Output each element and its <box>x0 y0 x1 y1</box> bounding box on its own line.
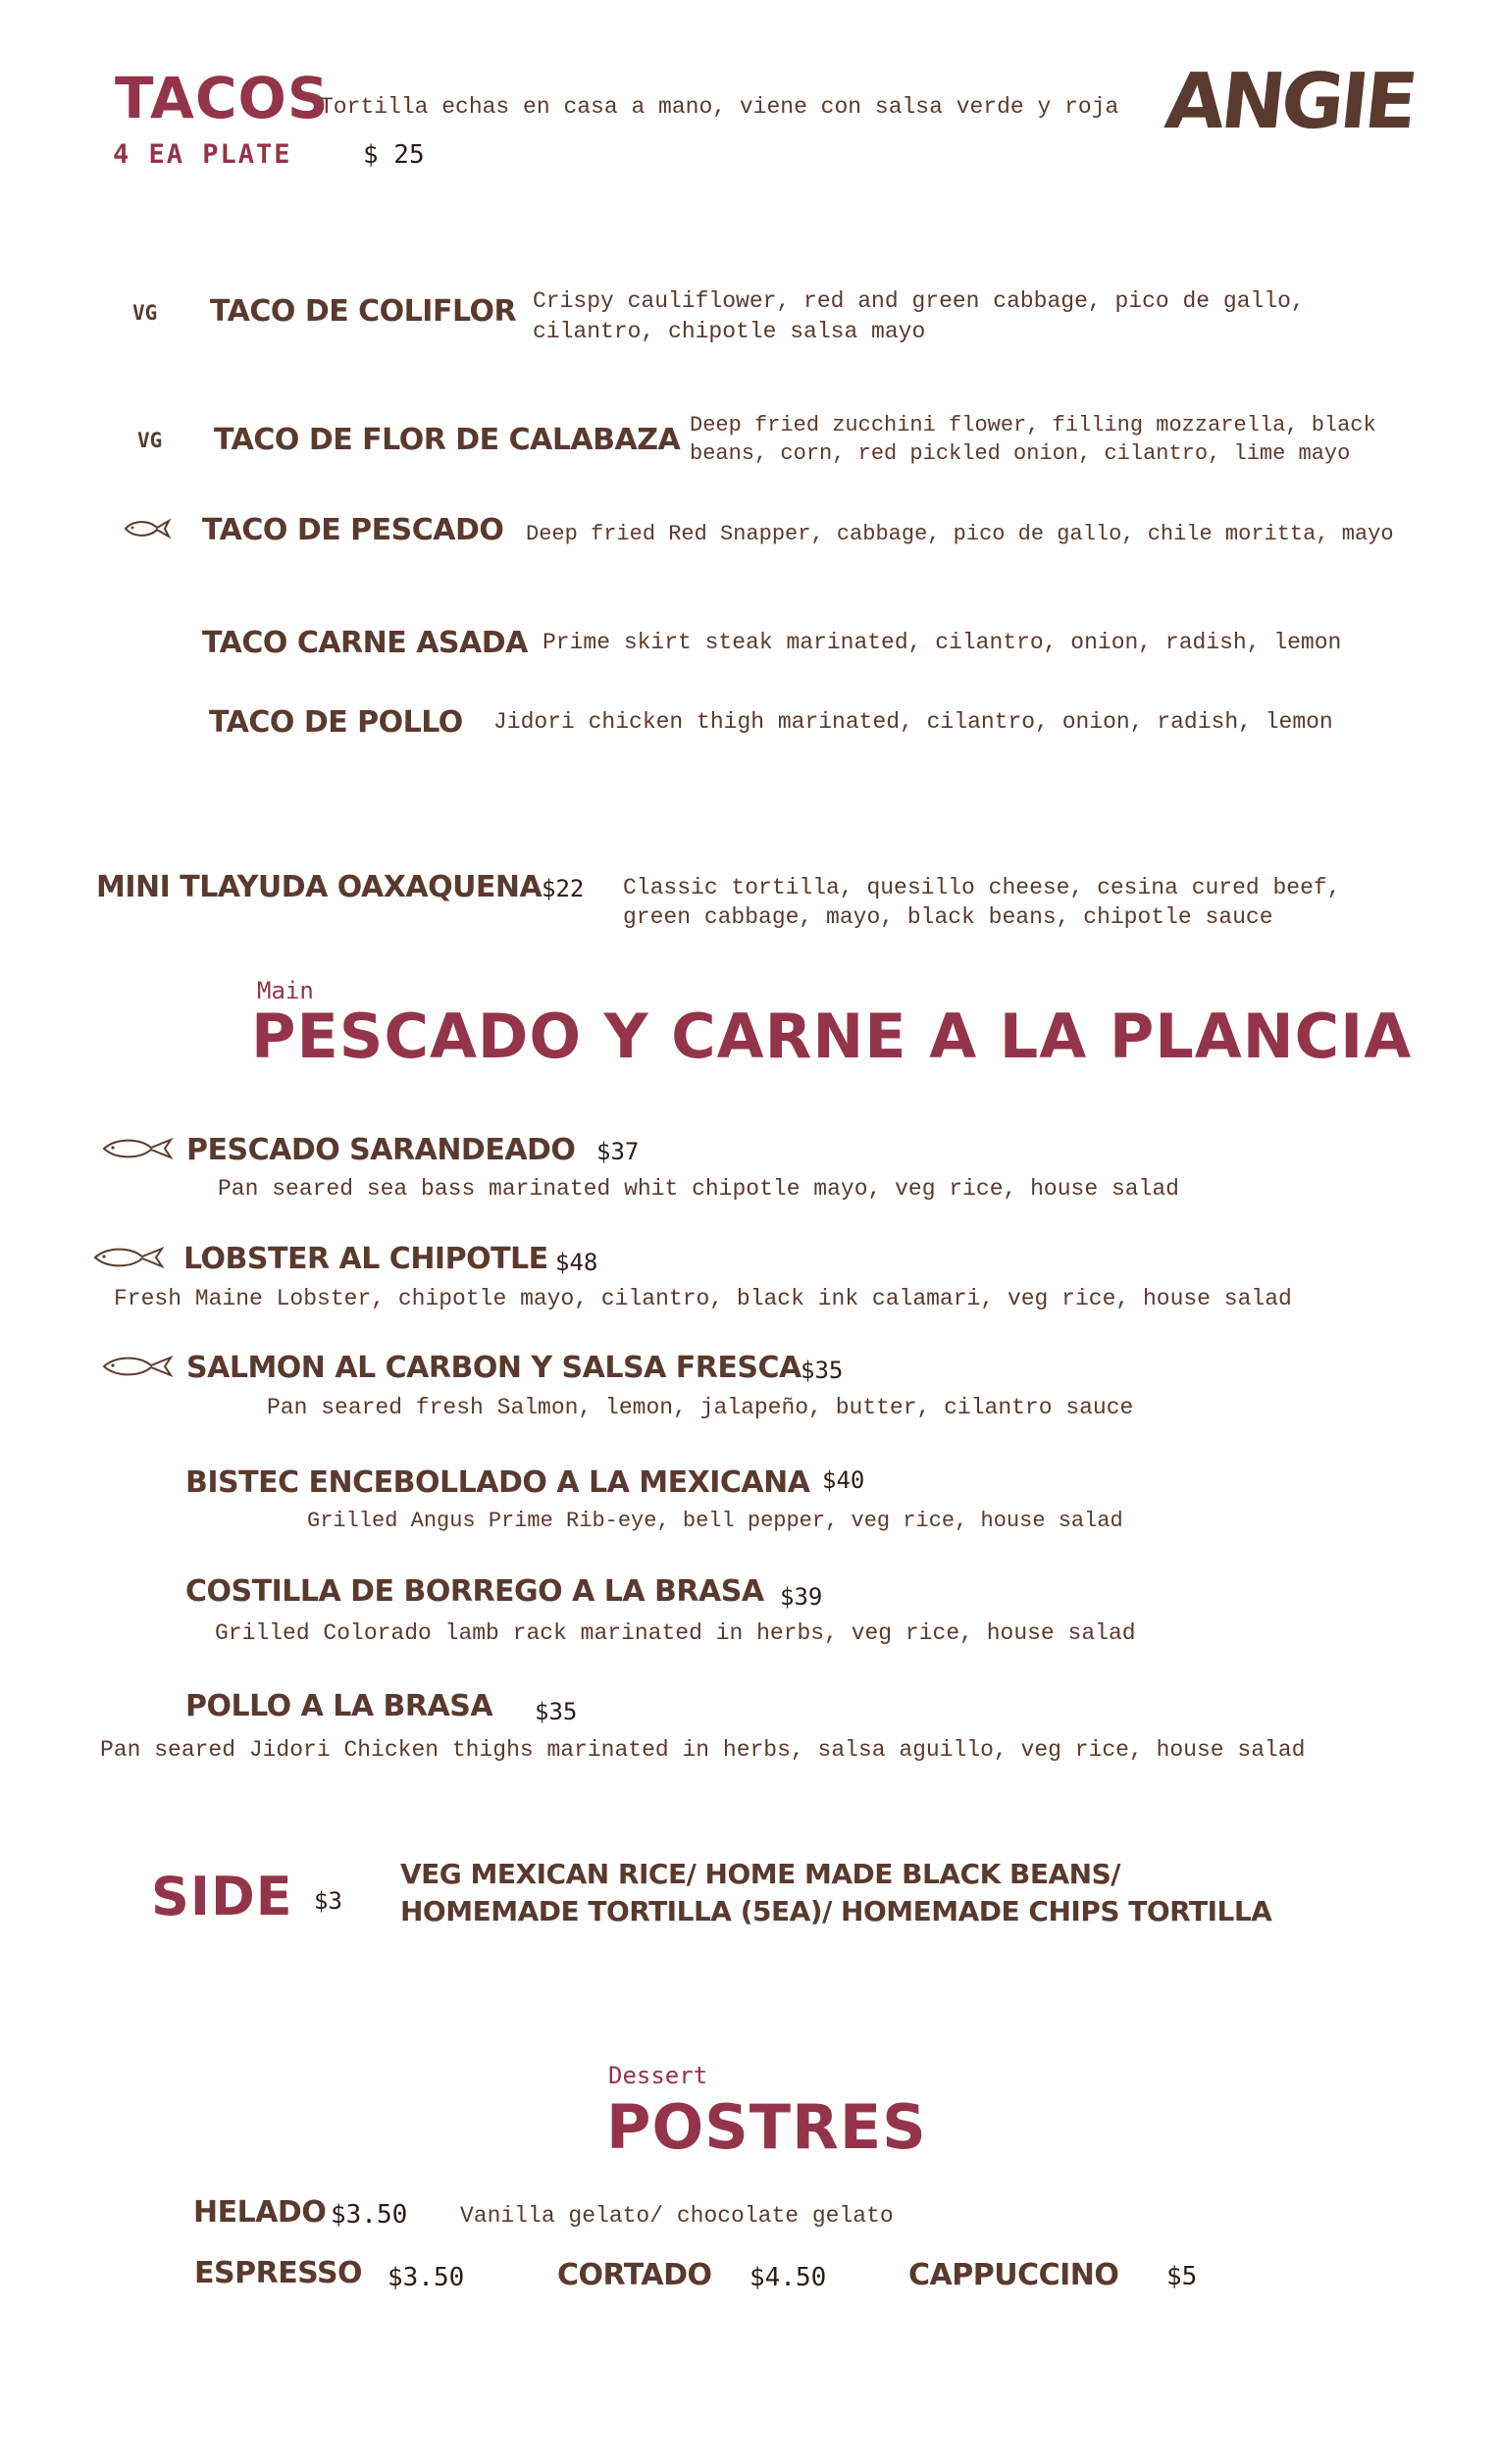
pollo-a-la-brasa-price: $35 <box>535 1698 578 1725</box>
taco-pescado-desc: Deep fried Red Snapper, cabbage, pico de gallo, chile moritta, mayo <box>526 522 1394 546</box>
tlayuda-name: MINI TLAYUDA OAXAQUENA <box>96 870 543 904</box>
lobster-al-chipotle-price: $48 <box>555 1249 598 1276</box>
lobster-al-chipotle-desc: Fresh Maine Lobster, chipotle mayo, cilantro, black ink calamari, veg rice, house salad <box>114 1286 1292 1311</box>
helado-price: $3.50 <box>331 2200 408 2230</box>
bistec-encebollado-price: $40 <box>822 1466 865 1494</box>
taco-pollo-desc: Jidori chicken thigh marinated, cilantro, onion, radish, lemon <box>493 709 1333 735</box>
espresso-name: ESPRESSO <box>194 2256 363 2290</box>
pescado-sarandeado-name: PESCADO SARANDEADO <box>186 1133 576 1167</box>
helado-desc: Vanilla gelato/ chocolate gelato <box>460 2203 894 2229</box>
costilla-de-borrego-desc: Grilled Colorado lamb rack marinated in herbs, veg rice, house salad <box>215 1620 1136 1646</box>
tacos-title: TACOS <box>115 65 330 131</box>
plate-label: 4 EA PLATE <box>113 139 292 170</box>
fish-icon <box>102 1354 173 1379</box>
taco-pollo-name: TACO DE POLLO <box>209 705 463 740</box>
pescado-sarandeado-desc: Pan seared sea bass marinated whit chipotle mayo, veg rice, house salad <box>218 1176 1179 1202</box>
fish-icon <box>124 518 171 539</box>
main-title: PESCADO Y CARNE A LA PLANCIA <box>251 1001 1413 1072</box>
costilla-de-borrego-name: COSTILLA DE BORREGO A LA BRASA <box>185 1574 764 1609</box>
angie-logo <box>1161 51 1419 149</box>
pollo-a-la-brasa-name: POLLO A LA BRASA <box>185 1689 493 1723</box>
side-title: SIDE <box>151 1866 293 1927</box>
side-list-line-1: VEG MEXICAN RICE/ HOME MADE BLACK BEANS/ <box>400 1858 1120 1890</box>
vegan-badge: VG <box>132 301 158 325</box>
taco-carne-asada-name: TACO CARNE ASADA <box>202 626 528 660</box>
main-kicker: Main <box>257 977 314 1004</box>
taco-flor-de-calabaza-name: TACO DE FLOR DE CALABAZA <box>214 423 681 457</box>
taco-pescado-name: TACO DE PESCADO <box>202 513 504 547</box>
taco-coliflor-desc: Crispy cauliflower, red and green cabbage, pico de gallo, cilantro, chipotle salsa mayo <box>533 288 1305 344</box>
cortado-name: CORTADO <box>557 2258 712 2292</box>
taco-carne-asada-desc: Prime skirt steak marinated, cilantro, onion, radish, lemon <box>543 630 1342 655</box>
tlayuda-desc: Classic tortilla, quesillo cheese, cesina cured beef, green cabbage, mayo, black beans, chipotle sauce <box>623 875 1341 930</box>
side-price: $3 <box>314 1887 342 1915</box>
svg-text:ANGIE: ANGIE <box>1161 57 1419 146</box>
side-list-line-2: HOMEMADE TORTILLA (5EA)/ HOMEMADE CHIPS TORTILLA <box>400 1895 1272 1927</box>
salmon-al-carbon-desc: Pan seared fresh Salmon, lemon, jalapeño, butter, cilantro sauce <box>267 1395 1134 1420</box>
bistec-encebollado-name: BISTEC ENCEBOLLADO A LA MEXICANA <box>185 1465 810 1500</box>
tacos-subtitle: Tortilla echas en casa a mano, viene con salsa verde y roja <box>320 94 1119 120</box>
pollo-a-la-brasa-desc: Pan seared Jidori Chicken thighs marinated in herbs, salsa aguillo, veg rice, house salad <box>100 1737 1306 1763</box>
taco-coliflor-name: TACO DE COLIFLOR <box>210 294 517 329</box>
tlayuda-price: $22 <box>542 875 585 902</box>
costilla-de-borrego-price: $39 <box>780 1583 823 1611</box>
cappuccino-price: $5 <box>1166 2262 1198 2291</box>
espresso-price: $3.50 <box>388 2263 465 2292</box>
dessert-title: POSTRES <box>606 2091 927 2163</box>
cappuccino-name: CAPPUCCINO <box>908 2258 1119 2292</box>
plate-price: $ 25 <box>363 140 425 170</box>
bistec-encebollado-desc: Grilled Angus Prime Rib-eye, bell pepper, veg rice, house salad <box>307 1509 1123 1533</box>
cortado-price: $4.50 <box>750 2263 827 2292</box>
lobster-al-chipotle-name: LOBSTER AL CHIPOTLE <box>183 1242 548 1276</box>
vegan-badge: VG <box>137 429 163 452</box>
pescado-sarandeado-price: $37 <box>596 1138 640 1165</box>
salmon-al-carbon-price: $35 <box>801 1357 844 1384</box>
taco-flor-de-calabaza-desc: Deep fried zucchini flower, filling mozzarella, black beans, corn, red pickled onion, cilantro, lime mayo <box>690 413 1376 466</box>
salmon-al-carbon-name: SALMON AL CARBON Y SALSA FRESCA <box>186 1351 801 1385</box>
helado-name: HELADO <box>193 2195 327 2230</box>
fish-icon <box>93 1245 164 1270</box>
dessert-kicker: Dessert <box>608 2062 708 2089</box>
fish-icon <box>102 1136 173 1161</box>
